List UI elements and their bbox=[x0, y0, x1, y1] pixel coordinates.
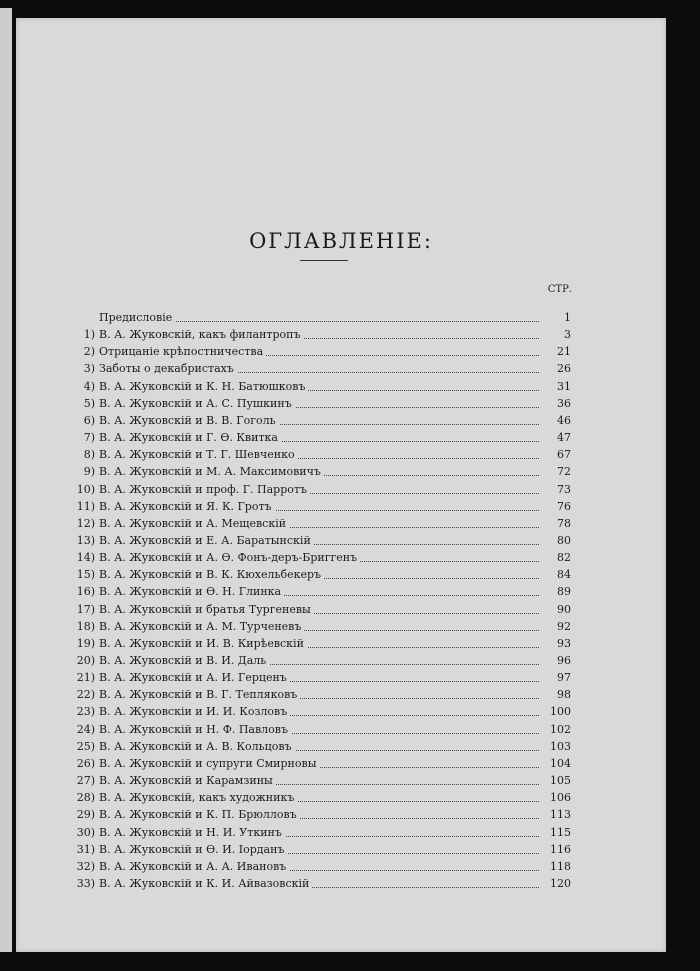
toc-entry bbox=[71, 549, 571, 566]
toc-entry-number: 2) bbox=[83, 345, 95, 359]
toc-entry bbox=[71, 498, 571, 515]
toc-entry bbox=[71, 481, 571, 498]
toc-entry-title: В. А. Жуковскій и проф. Г. Парротъ bbox=[99, 481, 310, 498]
toc-entry-title: В. А. Жуковскій и В. Г. Тепляковъ bbox=[99, 686, 300, 703]
toc-entry bbox=[71, 583, 571, 600]
toc-entry bbox=[71, 686, 571, 703]
toc-entry-number: 21) bbox=[76, 671, 95, 685]
title-underline bbox=[300, 260, 348, 261]
page-title: ОГЛАВЛЕНІЕ: bbox=[249, 229, 433, 253]
toc-entry-number: 29) bbox=[76, 808, 95, 822]
toc-entry-page: 47 bbox=[539, 429, 571, 446]
toc-entry-title: В. А. Жуковскій и К. И. Айвазовскій bbox=[99, 875, 312, 892]
toc-entry bbox=[71, 429, 571, 446]
toc-entry-title: В. А. Жуковскій и А. С. Пушкинъ bbox=[99, 395, 295, 412]
toc-entry-page: 113 bbox=[539, 806, 571, 823]
toc-entry-number: 24) bbox=[76, 722, 95, 736]
toc-entry-page: 93 bbox=[539, 635, 571, 652]
toc-entry-title: В. А. Жуковскій и Н. И. Уткинъ bbox=[99, 824, 285, 841]
toc-entry-number: 18) bbox=[76, 619, 95, 633]
toc-entry-page: 104 bbox=[539, 755, 571, 772]
toc-entry-number: 7) bbox=[83, 431, 95, 445]
toc-entry-number: 25) bbox=[76, 739, 95, 753]
toc-entry-title: В. А. Жуковскій и В. К. Кюхельбекеръ bbox=[99, 566, 324, 583]
adjacent-page-edge bbox=[0, 8, 12, 952]
toc-entry-title: В. А. Жуковскій и Н. Ф. Павловъ bbox=[99, 721, 291, 738]
toc-entry bbox=[71, 309, 571, 326]
toc-entry-number: 19) bbox=[76, 636, 95, 650]
toc-entry-title: В. А. Жуковскій и А. А. Ивановъ bbox=[99, 858, 289, 875]
toc-entry-title: В. А. Жуковскій и И. В. Кирѣевскій bbox=[99, 635, 307, 652]
toc-entry-number: 17) bbox=[76, 602, 95, 616]
toc-entry-page: 26 bbox=[539, 360, 571, 377]
toc-entry-number: 3) bbox=[83, 362, 95, 376]
toc-entry bbox=[71, 532, 571, 549]
toc-entry-page: 100 bbox=[539, 703, 571, 720]
toc-entry bbox=[71, 703, 571, 720]
toc-entry bbox=[71, 721, 571, 738]
toc-entry-page: 1 bbox=[539, 309, 571, 326]
toc-entry-title: Заботы о декабристахъ bbox=[99, 360, 237, 377]
toc-entry-page: 106 bbox=[539, 789, 571, 806]
toc-entry-page: 90 bbox=[539, 601, 571, 618]
toc-entry-number: 13) bbox=[76, 533, 95, 547]
toc-entry-page: 92 bbox=[539, 618, 571, 635]
toc-entry-number: 14) bbox=[76, 551, 95, 565]
toc-entry-number: 8) bbox=[83, 448, 95, 462]
toc-entry-page: 84 bbox=[539, 566, 571, 583]
toc-entry-page: 82 bbox=[539, 549, 571, 566]
toc-entry bbox=[71, 755, 571, 772]
page-column-header: СТР. bbox=[547, 284, 572, 295]
toc-entry-number: 20) bbox=[76, 654, 95, 667]
toc-entry bbox=[71, 789, 571, 806]
toc-entry-page: 105 bbox=[539, 772, 571, 789]
toc-entry-page: 72 bbox=[539, 463, 571, 480]
toc-entry-page: 102 bbox=[539, 721, 571, 738]
toc-entry-title: В. А. Жуковскій и А. Ѳ. Фонъ-деръ-Бриггенъ bbox=[99, 549, 360, 566]
document-page bbox=[16, 18, 666, 952]
toc-entry-title: В. А. Жуковскій и К. Н. Батюшковъ bbox=[99, 378, 308, 395]
toc-entry-title: В. А. Жуковскій и В. В. Гоголь bbox=[99, 412, 279, 429]
toc-entry bbox=[71, 343, 571, 360]
toc-entry-page: 3 bbox=[539, 326, 571, 343]
toc-entry-number: 6) bbox=[83, 413, 95, 427]
toc-entry-page: 73 bbox=[539, 481, 571, 498]
toc-entry bbox=[71, 515, 571, 532]
toc-entry-page: 76 bbox=[539, 498, 571, 515]
toc-entry bbox=[71, 395, 571, 412]
toc-entry-number: 12) bbox=[76, 516, 95, 530]
toc-entry-page: 118 bbox=[539, 858, 571, 875]
toc-entry-title: В. А. Жуковскій и братья Тургеневы bbox=[99, 601, 314, 618]
toc-entry-page: 36 bbox=[539, 395, 571, 412]
toc-entry-number: 30) bbox=[76, 825, 95, 839]
toc-entry-title: В. А. Жуковскій и А. В. Кольцовъ bbox=[99, 738, 295, 755]
toc-entry bbox=[71, 738, 571, 755]
toc-entry-title: В. А. Жуковскій и супруги Смирновы bbox=[99, 755, 319, 772]
toc-entry-page: 31 bbox=[539, 378, 571, 395]
toc-entry-page: 46 bbox=[539, 412, 571, 429]
toc-entry-page: 115 bbox=[539, 824, 571, 841]
toc-entry-title: Предисловіе bbox=[99, 309, 175, 326]
toc-entry bbox=[71, 360, 571, 377]
toc-entry-page: 96 bbox=[539, 652, 571, 669]
toc-entry-number: 4) bbox=[83, 379, 95, 393]
toc-entry-title: Отрицаніе крѣпостничества bbox=[99, 343, 266, 360]
toc-entry-title: В. А. Жуковскій и А. И. Герценъ bbox=[99, 669, 290, 686]
toc-entry-title: В. А. Жуковскій и Ѳ. Н. Глинка bbox=[99, 583, 284, 600]
toc-entry-title: В. А. Жуковскiи и И. И. Козловъ bbox=[99, 703, 290, 720]
toc-entry-number: 26) bbox=[76, 756, 95, 770]
toc-entry-number: 16) bbox=[76, 585, 95, 599]
toc-entry-page: 120 bbox=[539, 875, 571, 892]
toc-entry-number: 27) bbox=[76, 774, 95, 788]
toc-entry-page: 80 bbox=[539, 532, 571, 549]
toc-entry-number: 28) bbox=[76, 791, 95, 805]
toc-entry bbox=[71, 824, 571, 841]
toc-entry-page: 97 bbox=[539, 669, 571, 686]
toc-entry-number: 31) bbox=[76, 842, 95, 856]
toc-entry-page: 116 bbox=[539, 841, 571, 858]
toc-entry-title: В. А. Жуковскій и Карамзины bbox=[99, 772, 276, 789]
toc-entry-title: В. А. Жуковскій, какъ художникъ bbox=[99, 789, 297, 806]
toc-entry-number: 11) bbox=[76, 499, 95, 513]
toc-entry-number: 32) bbox=[76, 859, 95, 873]
toc-entry bbox=[71, 772, 571, 789]
toc-entry-number: 10) bbox=[76, 482, 95, 496]
toc-entry bbox=[71, 858, 571, 875]
toc-entry-number: 22) bbox=[76, 688, 95, 702]
toc-entry-title: В. А. Жуковскій и Ѳ. И. Iорданъ bbox=[99, 841, 287, 858]
toc-entry-title: В. А. Жуковскій и Я. К. Гротъ bbox=[99, 498, 275, 515]
toc-entry bbox=[71, 446, 571, 463]
toc-entry-number: 1) bbox=[83, 328, 95, 342]
toc-entry bbox=[71, 806, 571, 823]
toc-entry-number: 33) bbox=[76, 876, 95, 890]
toc-entry bbox=[71, 412, 571, 429]
toc-entry-title: В. А. Жуковскій и М. А. Максимовичъ bbox=[99, 463, 324, 480]
toc-entry bbox=[71, 841, 571, 858]
toc-entry bbox=[71, 875, 571, 892]
toc-entry bbox=[71, 669, 571, 686]
toc-entry-page: 21 bbox=[539, 343, 571, 360]
toc-entry bbox=[71, 652, 571, 669]
toc-entry-title: В. А. Жуковскій и Е. А. Баратынскій bbox=[99, 532, 314, 549]
toc-entry-page: 67 bbox=[539, 446, 571, 463]
toc-entry bbox=[71, 566, 571, 583]
toc-entry bbox=[71, 378, 571, 395]
toc-entry-number: 15) bbox=[76, 568, 95, 582]
toc-entry-title: В. А. Жуковскій и В. И. Даль bbox=[99, 652, 269, 669]
toc-entry-title: В. А. Жуковскій и Т. Г. Шевченко bbox=[99, 446, 298, 463]
toc-entry-title: В. А. Жуковскій и Г. Ѳ. Квитка bbox=[99, 429, 281, 446]
toc-entry-page: 78 bbox=[539, 515, 571, 532]
toc-entry-number: 9) bbox=[83, 465, 95, 479]
toc-entry bbox=[71, 618, 571, 635]
toc-entry-title: В. А. Жуковскій, какъ филантропъ bbox=[99, 326, 304, 343]
toc-entry-page: 103 bbox=[539, 738, 571, 755]
toc-entry-title: В. А. Жуковскій и К. П. Брюлловъ bbox=[99, 806, 300, 823]
toc-entry-number: 23) bbox=[76, 705, 95, 719]
toc-entry-page: 98 bbox=[539, 686, 571, 703]
toc-entry bbox=[71, 635, 571, 652]
toc-entry-number: 5) bbox=[83, 396, 95, 410]
toc-entry-title: В. А. Жуковскій и А. Мещевскій bbox=[99, 515, 289, 532]
toc-entry-page: 89 bbox=[539, 583, 571, 600]
toc-entry bbox=[71, 326, 571, 343]
toc-entry bbox=[71, 601, 571, 618]
toc-entry bbox=[71, 463, 571, 480]
toc-entry-title: В. А. Жуковскій и А. М. Турченевъ bbox=[99, 618, 304, 635]
